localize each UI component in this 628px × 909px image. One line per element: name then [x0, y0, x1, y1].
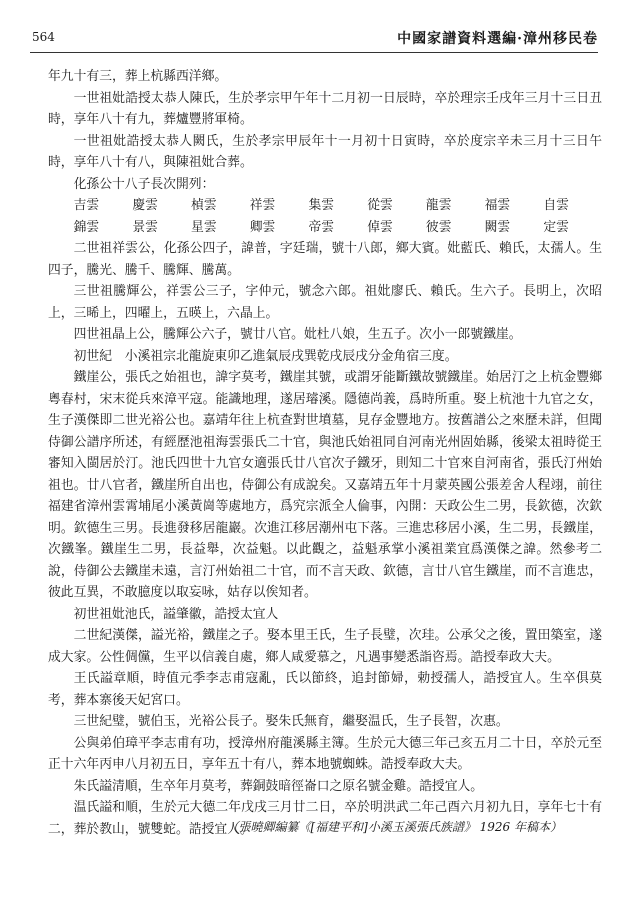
paragraph: 二世祖祥雲公，化孫公四子，諱普，字廷瑞，號十八郎，鄉大賓。妣藍氏、賴氏，太孺人。生四子，騰光、騰千、騰輝、騰萬。 — [48, 241, 602, 278]
son-name: 祥雲 — [249, 198, 276, 213]
paragraph: 一世祖妣誥授太恭人闕氏，生於孝宗甲辰年十一月初十日寅時，卒於度宗辛未三月十三日午時，享年八十有八，與陳祖妣合葬。 — [48, 133, 602, 170]
son-name: 自雲 — [543, 198, 569, 213]
paragraph: 二世紀漢傑，謚光裕，鐵崖之子。娶本里王氏，生子長璧，次珪。公承父之後，置田築室，遂成大家。公性倜儻，生平以信義自處，鄉人咸愛慕之，凡遇事變悉詣咨焉。誥授奉政大夫。 — [48, 628, 602, 665]
son-name: 定雲 — [543, 219, 569, 235]
son-name: 景雲 — [132, 219, 158, 235]
paragraph: 化孫公十八子長次開列： — [73, 176, 215, 192]
sons-row — [74, 195, 602, 217]
paragraph: 初世祖妣池氏，謚肇徽，誥授太宜人 — [73, 606, 279, 622]
son-name: 卿雲 — [249, 219, 276, 235]
son-name: 星雲 — [191, 219, 217, 235]
page-number: 564 — [32, 30, 55, 44]
son-name: 楨雲 — [191, 198, 217, 213]
son-name: 錦雲 — [73, 219, 100, 235]
document-body — [48, 66, 602, 840]
paragraph: 年九十有三，葬上杭縣西洋鄉。 — [48, 69, 228, 84]
page-header — [30, 28, 598, 48]
son-name: 闕雲 — [484, 219, 511, 235]
paragraph: 温氏謚和順，生於元大德二年戊戌三月廿二日，卒於明洪武二年己酉六月初九日，享年七十有二，葬於教山，號雙蛇。誥授宜人。 — [48, 800, 602, 837]
son-name: 福雲 — [484, 198, 511, 213]
paragraph: 朱氏謚清順，生卒年月莫考，葬銅鼓暗徑崙口之原名號金雞。誥授宜人。 — [73, 778, 484, 794]
son-name: 彼雲 — [425, 219, 452, 235]
son-name: 龍雲 — [425, 198, 452, 213]
son-name: 帝雲 — [308, 219, 335, 235]
son-name: 從雲 — [367, 198, 393, 213]
paragraph: 初世紀 小溪祖宗北龍旋東卯乙進氣辰戌巽乾戌辰戌分金角宿三度。 — [73, 348, 458, 364]
source-citation: （張曉卿編纂《[福建平和]小溪玉溪張氏族譜》 1926 年稿本） — [226, 820, 562, 834]
paragraph: 三世紀璧，號伯玉，光裕公長子。娶朱氏無育，繼娶温氏，生子長智，次惠。 — [73, 714, 509, 729]
son-name: 倬雲 — [367, 219, 393, 235]
sons-list — [48, 195, 602, 238]
book-title: 中國家譜資料選編·漳州移民卷 — [397, 31, 598, 47]
paragraph: 公與弟伯璋平李志甫有功，授漳州府龍溪縣主簿。生於元大德三年己亥五月二十日，卒於元至正十六年丙申八月初五日，享年五十有八，葬本地號蜘蛛。誥授奉政大夫。 — [48, 735, 602, 772]
paragraph: 王氏謚章順，時值元季李志甫寇亂，氏以節終，追封節婦，勅授孺人，誥授宜人。生卒俱莫考，葬本寨後天妃宮口。 — [48, 671, 602, 708]
sons-row — [74, 217, 602, 239]
paragraph: 一世祖妣誥授太恭人陳氏，生於孝宗甲午年十二月初一日辰時，卒於理宗壬戌年三月十三日丑時，享年八十有九，葬爐豐將軍椅。 — [48, 90, 602, 127]
paragraph: 鐵崖公，張氏之始祖也，諱字莫考，鐵崖其號，或謂牙能斷鐵故號鐵崖。始居汀之上杭金豐鄉粵春村，宋末從兵來漳平寇。能識地理，遂居璿溪。隱德尚義，爲時所重。娶上杭池十九官之女，生子漢傑即二世光裕公也。嘉靖年往上杭查對世墳墓，見存金豐地方。按舊譜公之來歷未詳，但聞侍御公譜序所述，有經歷池祖海雲張氏二十官，與池氏始祖同自河南光州固始縣，後梁太祖時從王審知入閩居於汀。池氏四世十九官女適張氏廿八官次子鐵牙，則知二十官來自河南省，張氏汀州始祖也。廿八官者，鐵崖所自出也，侍御公有成說矣。又嘉靖五年十月蒙英國公張差舍人程翊，前往福建省漳州雲霄埔尾小溪黃崗等處地方，爲究宗派全人倫事，內開：天政公生二男，長欽德，次欽明。欽德生三男。長進發移居龍巖。次進江移居潮州屯下落。三進忠移居小溪，生二男，長鐵崖，次鐵峯。鐵崖生二男，長益舉，次益魁。以此觀之，益魁承掌小溪祖業宜爲漢傑之諱。然參考二說，侍御公去鐵崖未遠，言汀州始祖二十官，而不言天政、欽德，言廿八官生鐵崖，而不言進忠，彼此互異，不敢臆度以取妄咏，姑存以俟知者。 — [48, 370, 602, 600]
son-name: 慶雲 — [132, 198, 158, 213]
son-name: 吉雲 — [73, 198, 100, 213]
paragraph: 三世祖騰輝公，祥雲公三子，字仲元，號念六郎。祖妣廖氏、賴氏。生六子。長明上，次昭上，三晞上，四曜上，五暎上，六晶上。 — [48, 284, 602, 321]
son-name: 集雲 — [308, 198, 335, 213]
paragraph: 四世祖晶上公，騰輝公六子，號廿八官。妣杜八娘，生五子。次小一郎號鐵崖。 — [73, 327, 522, 342]
header-rule — [30, 52, 598, 53]
